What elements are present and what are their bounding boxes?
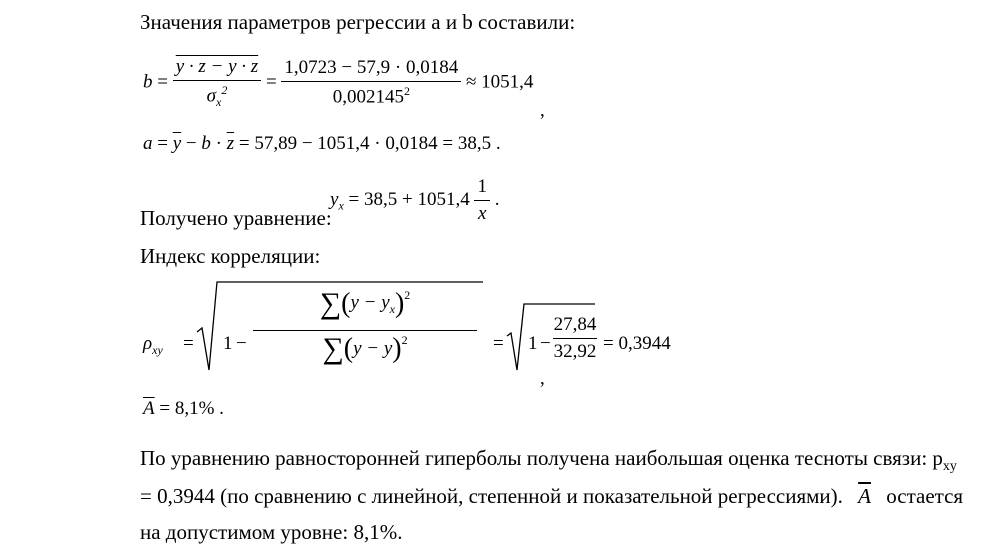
paren-close-num: ) (394, 288, 405, 319)
conclusion-line-1 (140, 446, 957, 475)
conclusion-line2-a: = 0,3944 (по сравнению с линейной, степенной и показательной регрессиями). (140, 484, 843, 508)
obtained-label: Получено уравнение: (140, 206, 332, 230)
rho-sub: xy (152, 342, 163, 357)
b-trail: , (540, 100, 545, 121)
b-eq1: = (157, 71, 168, 93)
b-approx: ≈ (465, 71, 477, 93)
rho-char: ρ (143, 333, 153, 354)
y-rhs: = 38,5 + 1051,4 (348, 188, 470, 210)
a-dot: · (215, 133, 222, 154)
y-trail: . (494, 188, 500, 210)
rho-trail: , (540, 368, 545, 389)
A-rest: = 8,1% (159, 398, 215, 419)
b-fraction-numeric (281, 57, 461, 108)
rho-minus: − (236, 333, 247, 354)
y-frac-num: 1 (474, 176, 490, 201)
sigma-sup: 2 (221, 83, 228, 97)
b-result: 1051,4 (481, 71, 534, 93)
rho-den2: 32,92 (553, 341, 597, 362)
rho-symbol (143, 333, 163, 358)
sigma-symbol: σ (206, 85, 216, 107)
b-frac2-num: 1,0723 − 57,9 · 0,0184 (281, 57, 461, 82)
conclusion-line2-A: $\overline{A}$ (858, 484, 871, 508)
equation-y (330, 176, 499, 225)
num-inner-sub: x (389, 301, 395, 316)
a-rest: = 57,89 − 1051,4 · 0,0184 = 38,5 (238, 133, 492, 154)
rho-minus2: − (540, 333, 551, 354)
conclusion-line-2 (140, 484, 964, 509)
A-bar: $\overline{A}$ (143, 398, 155, 419)
b-eq2: = (265, 71, 277, 93)
paren-close-den: ) (392, 333, 402, 364)
header-line: Значения параметров регрессии a и b составили: (140, 10, 576, 34)
paren-open-den: ( (343, 333, 354, 364)
rho-result: = 0,3944 (603, 333, 671, 354)
a-y-bar: $\overline{y}$ (172, 133, 182, 154)
corr-label: Индекс корреляции: (140, 244, 321, 268)
equation-A (143, 398, 224, 420)
a-lhs: a (143, 133, 153, 154)
rho-frac-den (253, 333, 477, 373)
b-frac1-num: y · z − y · z (173, 56, 261, 81)
den-inner: y − y (353, 338, 393, 359)
a-b: b (201, 133, 211, 154)
num-sup: 2 (404, 288, 411, 302)
b-frac2-den (281, 82, 461, 108)
conclusion-line1-sub: xy (942, 459, 957, 475)
conclusion-line1-text: По уравнению равносторонней гиперболы получена наибольшая оценка тесноты связи: p (140, 446, 943, 470)
a-minus: − (185, 133, 197, 154)
rho-one: 1 (223, 333, 233, 354)
a-trail: . (495, 133, 501, 154)
paren-open-num: ( (341, 288, 351, 319)
a-z-bar: $\overline{z}$ (226, 133, 235, 154)
rho-small-fraction (553, 314, 597, 363)
equation-a (143, 133, 501, 155)
conclusion-line2-b: остается (886, 484, 964, 508)
y-frac-den: x (477, 203, 487, 224)
b-fraction-symbolic (173, 56, 261, 110)
sum-symbol-num: ∑ (319, 287, 342, 320)
num-inner-text: y − y (350, 291, 390, 313)
equation-b (143, 56, 533, 110)
b-lhs: b (143, 71, 153, 93)
conclusion-line-3: на допустимом уровне: 8,1%. (140, 520, 403, 544)
A-trail: . (219, 398, 224, 419)
b-frac2-den-sup: 2 (403, 84, 410, 99)
rho-eq1: = (183, 333, 194, 354)
sigma-sub: x (215, 95, 222, 110)
rho-big-fraction (253, 288, 477, 373)
b-frac2-den-value: 0,002145 (332, 86, 404, 108)
den-sup: 2 (401, 333, 408, 347)
rho-frac-num (253, 288, 477, 328)
rho-one2: 1 (528, 333, 538, 354)
sum-symbol-den: ∑ (322, 332, 344, 365)
y-symbol: y (330, 188, 339, 210)
y-sub: x (338, 198, 344, 213)
num-inner (350, 291, 395, 316)
y-fraction (474, 176, 490, 225)
rho-frac-line (253, 330, 477, 331)
a-eq1: = (157, 133, 168, 154)
rho-eq2: = (493, 333, 504, 354)
b-frac1-den (173, 81, 261, 110)
rho-num2: 27,84 (553, 314, 597, 339)
